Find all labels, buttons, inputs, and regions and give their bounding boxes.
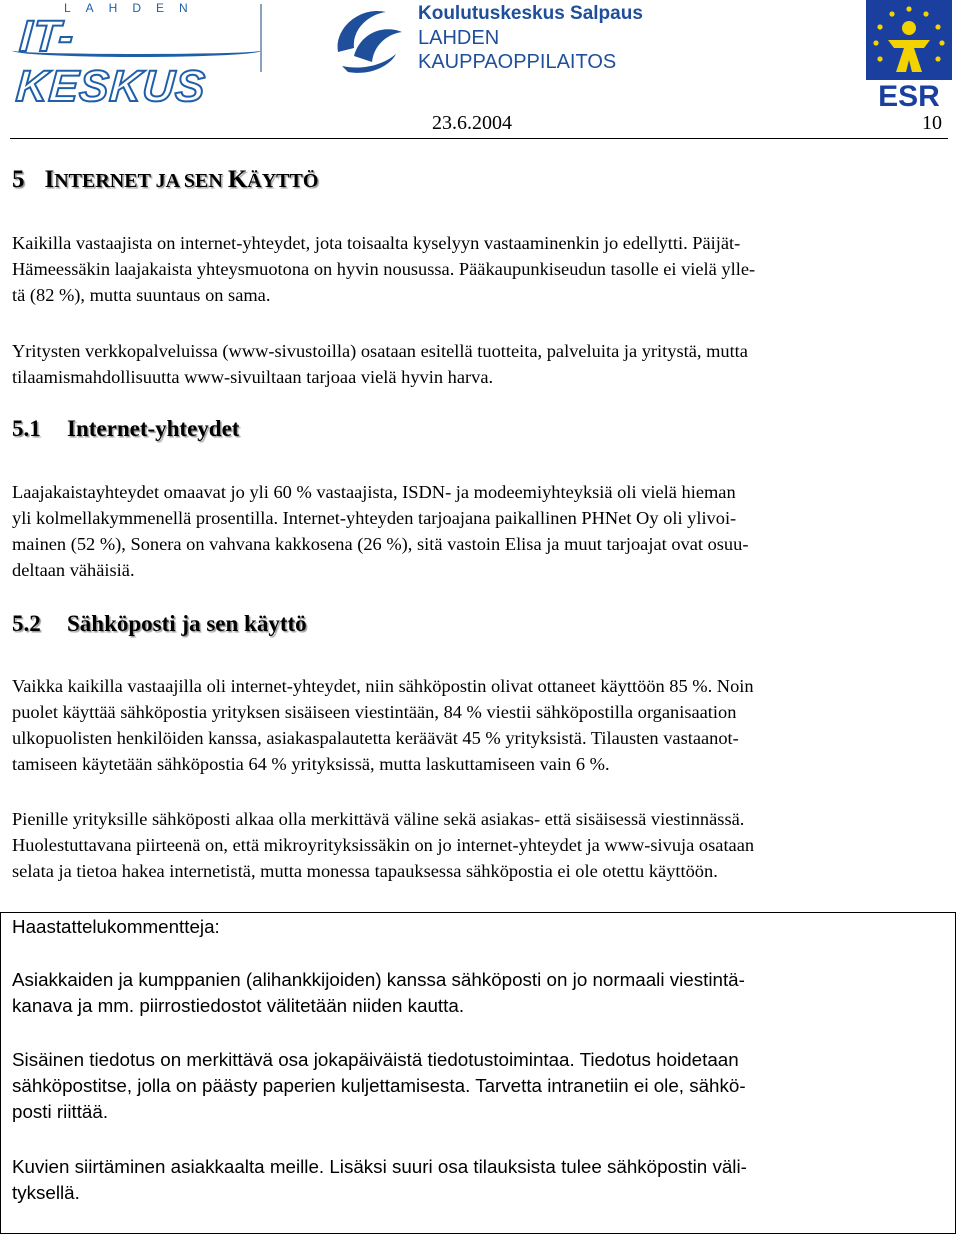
heading-initial: K [227, 166, 248, 193]
interview-comment-2 [12, 1047, 942, 1125]
it-keskus-logo-city: LAHDEN [64, 1, 203, 15]
text-line: kanava ja mm. piirrostiedostot välitetään niiden kautta. [12, 995, 465, 1016]
section-5-heading [12, 166, 318, 194]
text-line: Asiakkaiden ja kumppanien (alihankkijoiden) kanssa sähköposti on jo normaali viestintä- [12, 969, 745, 990]
page-number: 10 [922, 112, 942, 134]
text-line: Sisäinen tiedotus on merkittävä osa jokapäiväistä tiedotustoimintaa. Tiedotus hoidetaan [12, 1049, 739, 1070]
section-number: 5 [12, 166, 25, 193]
text-line: Kaikilla vastaajista on internet-yhteydet, jota toisaalta kyselyyn vastaaminenkin jo edellytti. Päijät- [12, 233, 741, 253]
text-line: tä (82 %), mutta suuntaus on sama. [12, 285, 271, 305]
esr-logo-icon [866, 0, 952, 110]
text-line: tilaamismahdollisuutta www-sivuiltaan tarjoaa vielä hyvin harva. [12, 367, 494, 387]
text-line: sähköpostitse, jolla on päästy paperien kuljettamisesta. Tarvetta intranetiin ei ole, sähkö- [12, 1075, 746, 1096]
text-line: mainen (52 %), Sonera on vahvana kakkosena (26 %), sitä vastoin Elisa ja muut tarjoajat ovat osuu- [12, 534, 749, 554]
salpaus-swirl-icon [330, 4, 410, 74]
text-line: Laajakaistayhteydet omaavat jo yli 60 % vastaajista, ISDN- ja modeemiyhteyksiä oli vielä hieman [12, 482, 736, 502]
section-5-2-heading [12, 611, 307, 637]
text-line: tamiseen käytetään sähköpostia 64 % yrityksissä, mutta laskuttamiseen vain 6 %. [12, 754, 610, 774]
text-line: tyksellä. [12, 1182, 80, 1203]
text-line: Yritysten verkkopalveluissa (www-sivustoilla) osataan esitellä tuotteita, palveluita ja yritystä, mutta [12, 341, 748, 361]
esr-logo-text: ESR [878, 80, 940, 110]
text-line: puolet käyttää sähköpostia yrityksen sisäiseen viestintään, 84 % viestii sähköpostilla organisaation [12, 702, 737, 722]
heading-initial: I [44, 166, 55, 193]
interview-comment-1 [12, 967, 942, 1019]
text-line: Vaikka kaikilla vastaajilla oli internet-yhteydet, niin sähköpostin olivat ottaneet käyttöön 85 %. Noin [12, 676, 754, 696]
it-keskus-logo-name: IT-KESKUS [14, 12, 208, 111]
logo-divider [260, 4, 262, 72]
section-5-paragraph-2 [12, 338, 948, 390]
text-line: Hämeessäkin laajakaista yhteysmuotona on hyvin nousussa. Pääkaupunkiseudun tasolle ei vielä ylle- [12, 259, 756, 279]
box-heading: Haastattelukommentteja: [12, 916, 220, 937]
interview-heading [12, 914, 942, 940]
section-5-1-heading [12, 416, 239, 442]
salpaus-logo-text [418, 2, 643, 74]
salpaus-line1: Koulutuskeskus Salpaus [418, 3, 643, 24]
text-line: deltaan vähäisiä. [12, 560, 135, 580]
section-title: Internet-yhteydet [67, 416, 240, 441]
it-keskus-logo [12, 0, 260, 111]
text-line: yli kolmellakymmenellä prosentilla. Internet-yhteyden tarjoajana paikallinen PHNet Oy oli ylivoi- [12, 508, 737, 528]
text-line: Huolestuttavana piirteenä on, että mikroyrityksissäkin on jo internet-yhteydet ja www-sivuja osataan [12, 835, 755, 855]
section-title: Sähköposti ja sen käyttö [67, 611, 307, 636]
heading-part: ÄYTTÖ [247, 170, 319, 192]
section-5-2-paragraph-2 [12, 806, 948, 884]
text-line: ulkopuolisten henkilöiden kanssa, asiakaspalautetta keräävät 45 % yrityksistä. Tilausten vastaanot- [12, 728, 739, 748]
page-header [0, 0, 960, 134]
section-number: 5.1 [12, 416, 41, 441]
section-5-2-paragraph-1 [12, 673, 948, 777]
text-line: Kuvien siirtäminen asiakkaalta meille. Lisäksi suuri osa tilauksista tulee sähköpostin väli- [12, 1156, 747, 1177]
section-number: 5.2 [12, 611, 41, 636]
text-line: posti riittää. [12, 1101, 109, 1122]
salpaus-line3: KAUPPAOPPILAITOS [418, 51, 617, 73]
salpaus-line2: LAHDEN [418, 27, 500, 49]
header-rule [10, 138, 948, 139]
section-5-paragraph-1 [12, 230, 948, 308]
section-5-1-paragraph [12, 479, 948, 583]
interview-comment-3 [12, 1154, 942, 1206]
it-keskus-logo-swoosh [12, 44, 262, 57]
text-line: selata ja tietoa hakea internetistä, mutta monessa tapauksessa sähköpostia ei ole otettu käyttöön. [12, 861, 718, 881]
header-date: 23.6.2004 [432, 112, 512, 134]
heading-part: NTERNET JA SEN [54, 170, 228, 192]
text-line: Pienille yrityksille sähköposti alkaa olla merkittävä väline sekä asiakas- että sisäisessä viestinnässä. [12, 809, 745, 829]
